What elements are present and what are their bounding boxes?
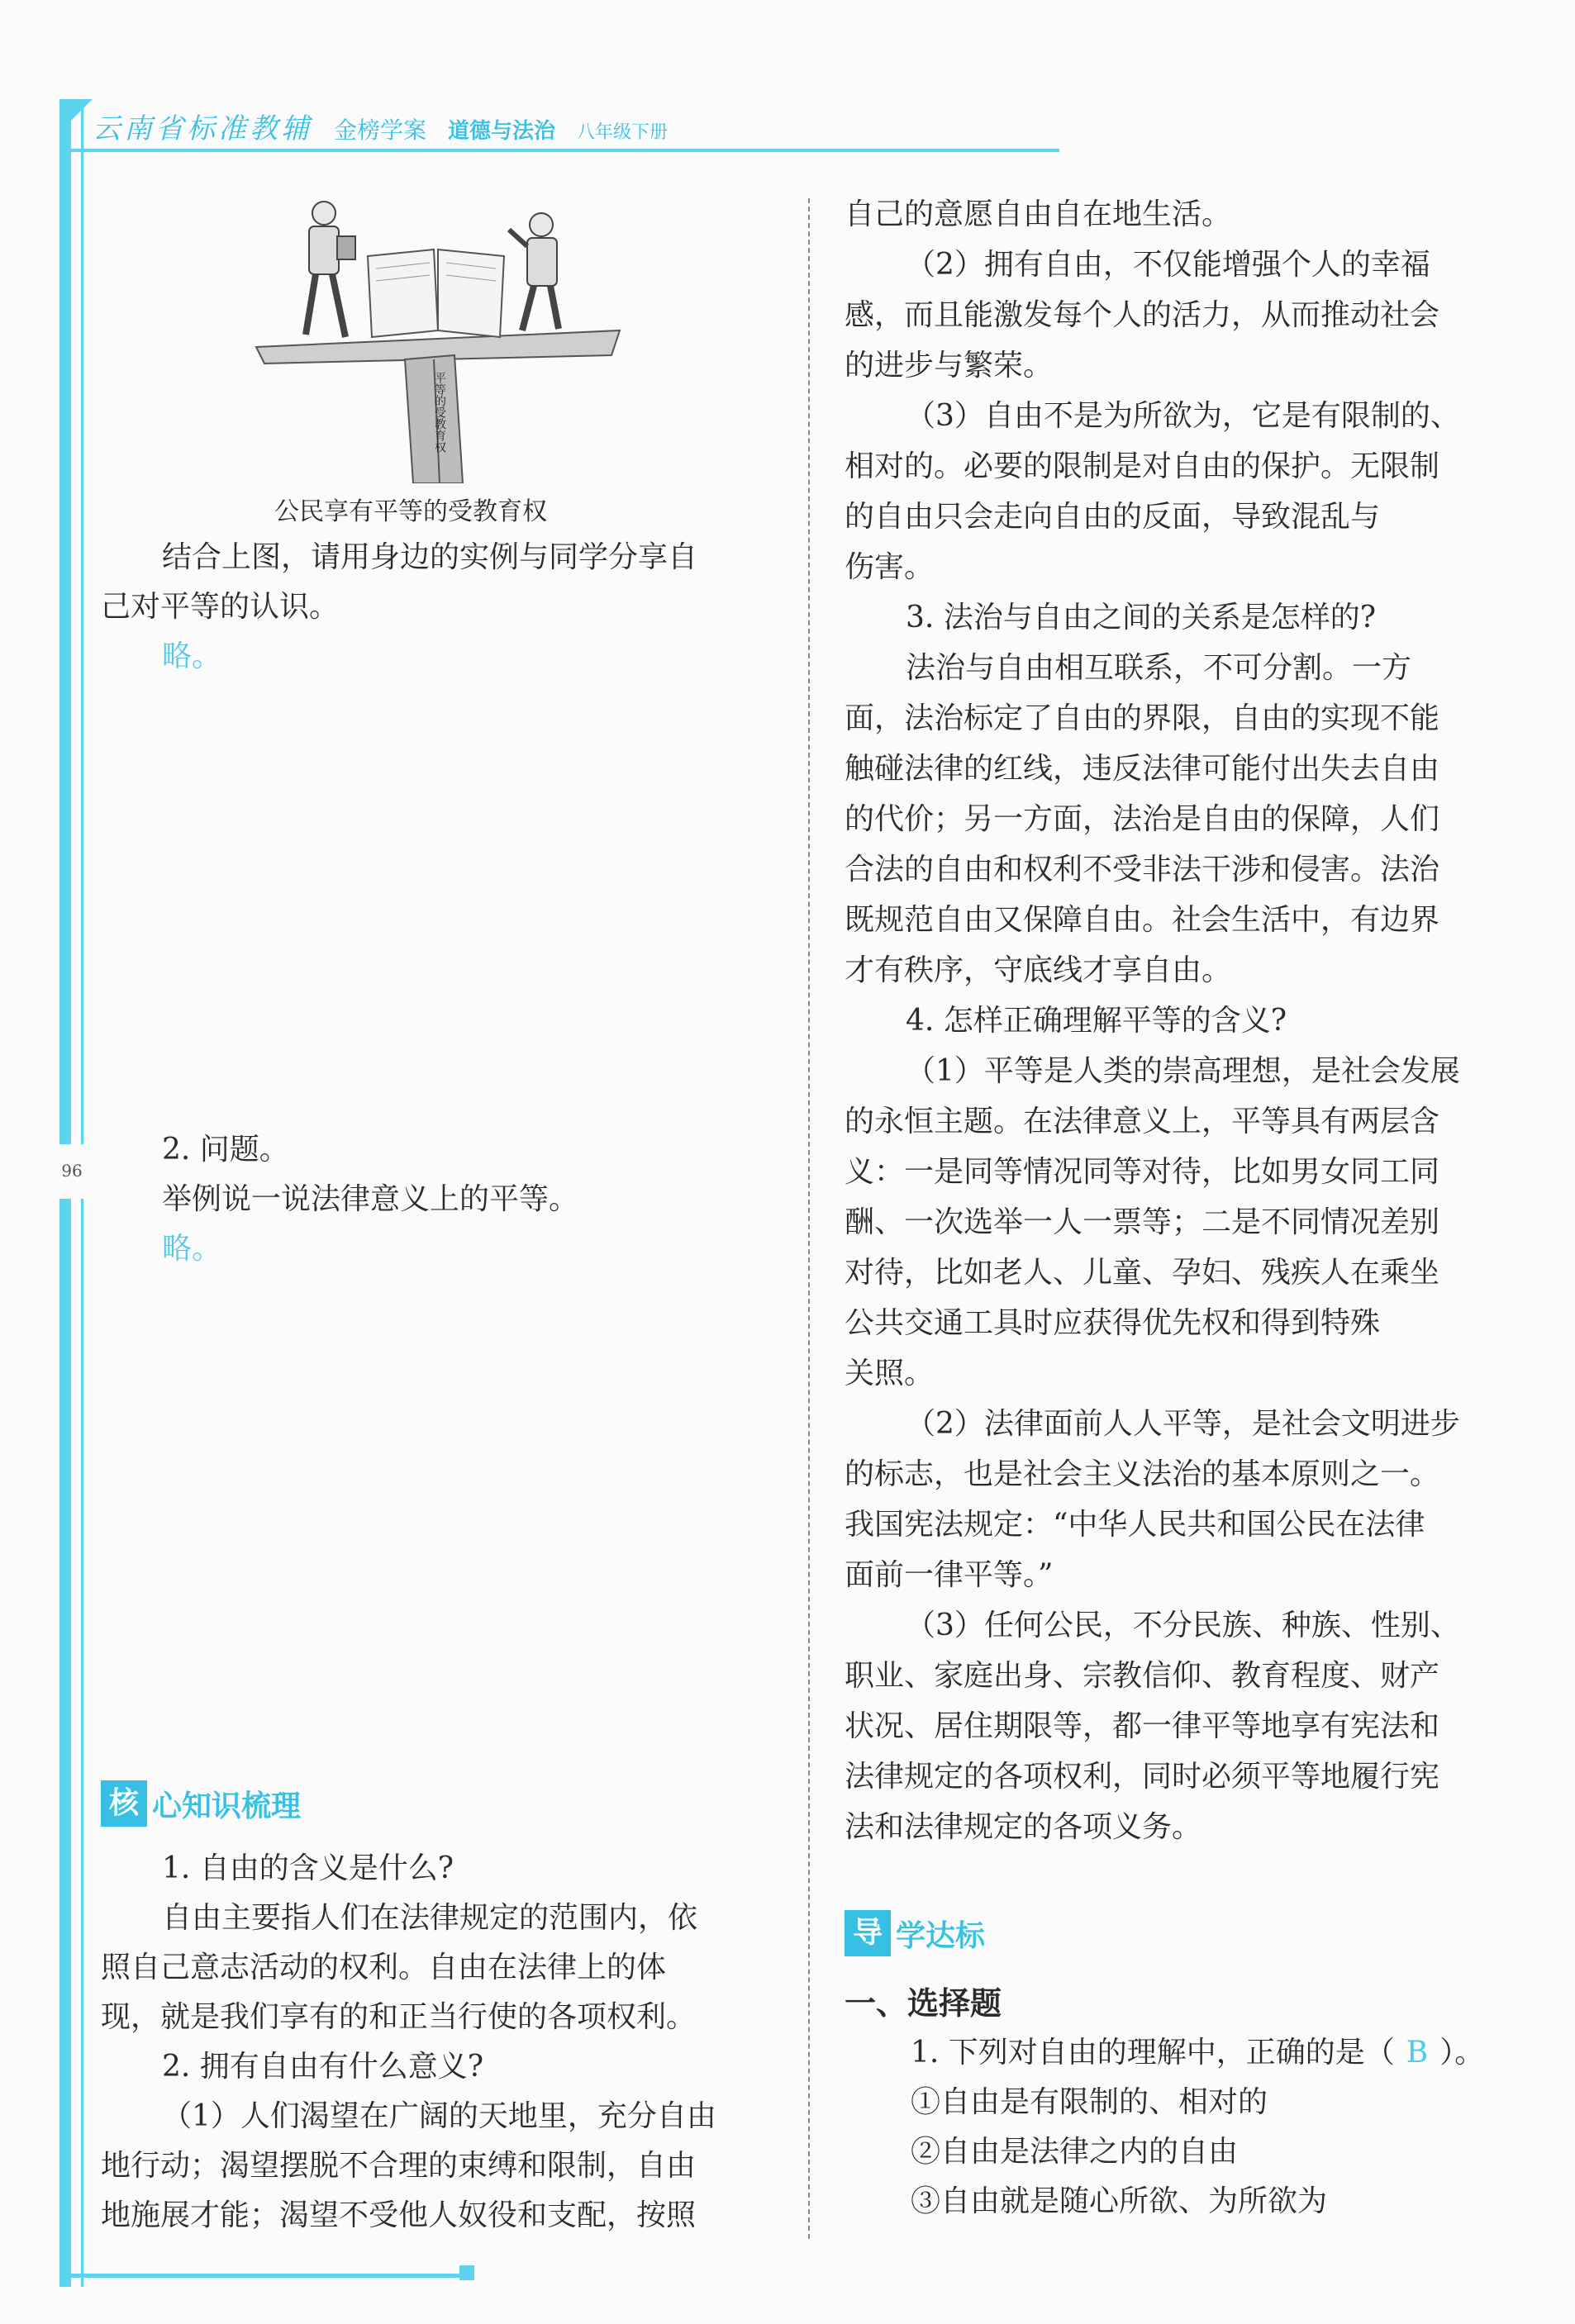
choice-question-1-suffix: ）。 [1439, 2036, 1485, 2070]
right-text-line: 关照。 [845, 1357, 935, 1390]
right-text-line: （3）自由不是为所欲为，它是有限制的、 [906, 399, 1460, 433]
question-2-text: 举例说一说法律意义上的平等。 [162, 1182, 579, 1216]
frame-corner-square [459, 2265, 474, 2280]
subject-title: 道德与法治 [448, 119, 556, 144]
right-text-line: 合法的自由和权利不受非法干涉和侵害。法治 [845, 853, 1440, 886]
right-text-line: 酬、一次选举一人一票等；二是不同情况差别 [845, 1205, 1440, 1239]
choice-option-2: ②自由是法律之内的自由 [911, 2135, 1239, 2169]
right-text-line: 的代价；另一方面，法治是自由的保障，人们 [845, 802, 1440, 836]
right-text-line: 的进步与繁荣。 [845, 349, 1054, 383]
guide-badge: 导 [845, 1910, 891, 1956]
page-number: 96 [61, 1161, 83, 1181]
right-text-line: 自己的意愿自由自在地生活。 [845, 197, 1232, 231]
core-title: 心知识梳理 [152, 1789, 302, 1823]
answer-2: 略。 [162, 1232, 222, 1266]
knowledge-2-line-3: 地施展才能；渴望不受他人奴役和支配，按照 [101, 2198, 697, 2232]
right-text-line: 相对的。必要的限制是对自由的保护。无限制 [845, 449, 1440, 483]
right-text-line: （2）拥有自由，不仅能增强个人的幸福 [906, 248, 1430, 282]
guide-heading [845, 1910, 985, 1956]
right-text-line: 的标志，也是社会主义法治的基本原则之一。 [845, 1457, 1440, 1491]
right-text-line: （2）法律面前人人平等，是社会文明进步 [906, 1407, 1460, 1441]
knowledge-2-line-2: 地行动；渴望摆脱不合理的束缚和限制，自由 [101, 2149, 697, 2183]
right-text-line: 公共交通工具时应获得优先权和得到特殊 [845, 1306, 1381, 1340]
right-text-line: 伤害。 [845, 550, 935, 584]
right-text-line: 义：一是同等情况同等对待，比如男女同工同 [845, 1155, 1440, 1189]
series-title: 云南省标准教辅 [93, 112, 312, 145]
answer-1: 略。 [162, 639, 222, 673]
right-text-line: 职业、家庭出身、宗教信仰、教育程度、财产 [845, 1659, 1440, 1693]
brand-title: 金榜学案 [334, 116, 427, 144]
right-text-line: 面，法治标定了自由的界限，自由的实现不能 [845, 701, 1440, 735]
right-text-line: 3. 法治与自由之间的关系是怎样的? [906, 601, 1377, 634]
right-text-line: （3）任何公民，不分民族、种族、性别、 [906, 1609, 1460, 1642]
column-divider [808, 198, 810, 2239]
knowledge-2-question: 2. 拥有自由有什么意义? [162, 2050, 484, 2084]
grade-title: 八年级下册 [577, 122, 669, 143]
figure-caption: 公民享有平等的受教育权 [274, 497, 547, 526]
right-text-line: 面前一律平等。” [845, 1558, 1054, 1592]
knowledge-1-question: 1. 自由的含义是什么? [162, 1851, 454, 1885]
right-text-line: 对待，比如老人、儿童、孕妇、残疾人在乘坐 [845, 1256, 1440, 1290]
choice-question-1 [911, 2028, 1484, 2078]
right-text-line: 才有秩序，守底线才享自由。 [845, 953, 1232, 987]
core-knowledge-heading [101, 1780, 301, 1827]
choice-option-1: ①自由是有限制的、相对的 [911, 2085, 1268, 2119]
knowledge-1-line-2: 照自己意志活动的权利。自由在法律上的体 [101, 1951, 667, 1984]
right-text-line: 感，而且能激发每个人的活力，从而推动社会 [845, 298, 1440, 332]
right-text-line: 触碰法律的红线，违反法律可能付出失去自由 [845, 752, 1440, 786]
choice-question-1-prefix: 1. 下列对自由的理解中，正确的是（ [911, 2036, 1395, 2070]
knowledge-1-line-3: 现，就是我们享有的和正当行使的各项权利。 [101, 2000, 697, 2034]
choice-section-heading: 一、选择题 [845, 1985, 1002, 2022]
header-rule [59, 149, 1059, 152]
right-text-line: 状况、居住期限等，都一律平等地享有宪法和 [845, 1709, 1440, 1743]
right-text-line: （1）平等是人类的崇高理想，是社会发展 [906, 1054, 1460, 1088]
choice-question-1-answer: B [1406, 2036, 1429, 2070]
question-intro-line-2: 己对平等的认识。 [101, 590, 340, 624]
right-text-line: 我国宪法规定：“中华人民共和国公民在法律 [845, 1508, 1425, 1542]
guide-title: 学达标 [896, 1918, 986, 1953]
running-header [93, 106, 668, 147]
right-text-line: 法和法律规定的各项义务。 [845, 1810, 1202, 1844]
equal-education-illustration [248, 198, 628, 483]
post-label: 平等的受教育权 [433, 372, 446, 453]
knowledge-2-line-1: （1）人们渴望在广阔的天地里，充分自由 [162, 2099, 716, 2133]
choice-option-3: ③自由就是随心所欲、为所欲为 [911, 2184, 1328, 2218]
knowledge-1-line-1: 自由主要指人们在法律规定的范围内，依 [162, 1901, 698, 1935]
right-text-line: 法律规定的各项权利，同时必须平等地履行宪 [845, 1760, 1440, 1794]
right-text-line: 的永恒主题。在法律意义上，平等具有两层含 [845, 1105, 1440, 1138]
question-intro-line-1: 结合上图，请用身边的实例与同学分享自 [162, 540, 698, 574]
right-text-line: 既规范自由又保障自由。社会生活中，有边界 [845, 903, 1440, 937]
core-badge: 核 [101, 1780, 147, 1827]
page-frame-bottom [59, 2274, 473, 2278]
right-text-line: 法治与自由相互联系，不可分割。一方 [906, 651, 1412, 685]
right-text-line: 4. 怎样正确理解平等的含义? [906, 1004, 1287, 1038]
right-text-line: 的自由只会走向自由的反面，导致混乱与 [845, 500, 1381, 534]
question-2-title: 2. 问题。 [162, 1133, 289, 1167]
